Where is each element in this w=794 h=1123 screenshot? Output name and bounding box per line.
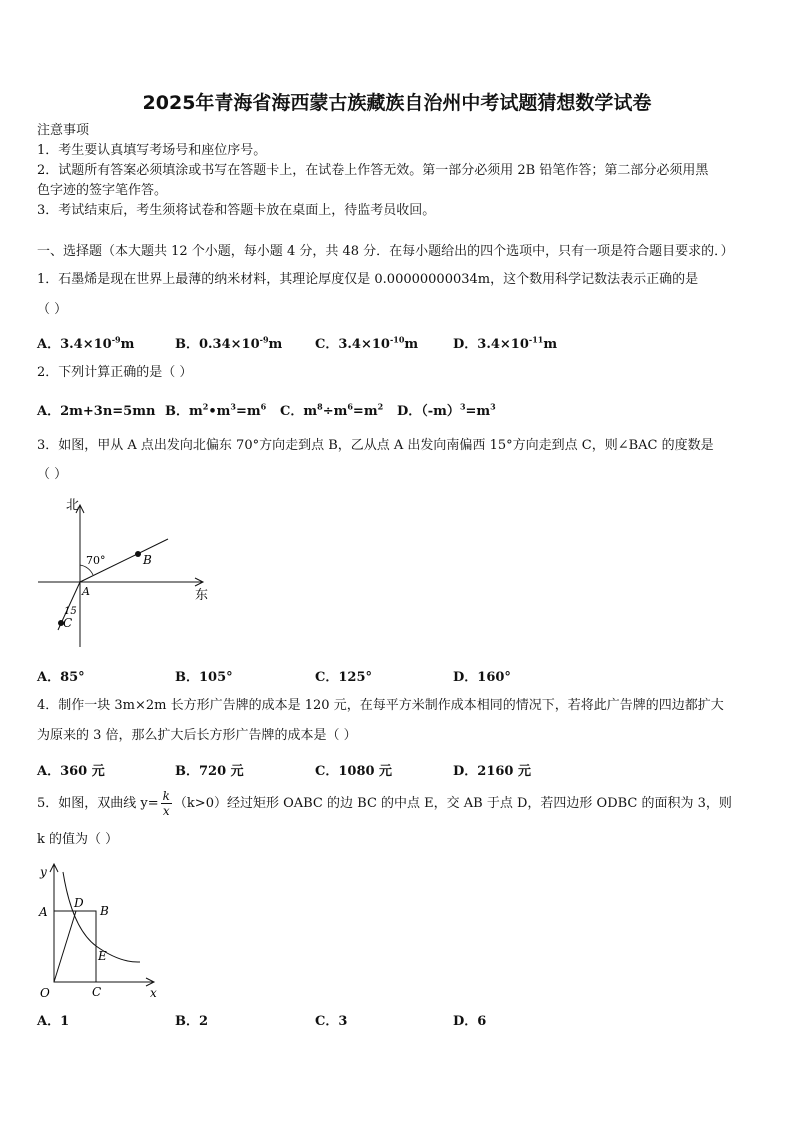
point-b-label: B bbox=[100, 904, 109, 918]
fraction-k-over-x: $\frac{k}{x}$ bbox=[162, 789, 170, 818]
question-3-stem: 3．如图，甲从 A 点出发向北偏东 70°方向走到点 B，乙从点 A 出发向南偏西 15°方向走到点 C，则∠BAC 的度数是 bbox=[37, 438, 714, 453]
q4-option-d[interactable]: D．2160 元 bbox=[453, 764, 531, 779]
notice-heading: 注意事项 bbox=[37, 123, 90, 138]
notice-item: 色字迹的签字笔作答。 bbox=[37, 183, 168, 198]
notice-item: 2．试题所有答案必须填涂或书写在答题卡上，在试卷上作答无效。第一部分必须用 2B 铅笔作答；第二部分必须用黑 bbox=[37, 163, 709, 178]
point-d-label: D bbox=[74, 896, 84, 910]
notice-item: 3．考试结束后，考生须将试卷和答题卡放在桌面上，待监考员收回。 bbox=[37, 203, 436, 218]
q5-option-c[interactable]: C．3 bbox=[315, 1014, 348, 1029]
q1-option-d[interactable]: D．$3.4\times 10^{-11}m$ bbox=[453, 334, 558, 352]
q2-option-d[interactable]: D．$(-m)^3=m^3$ bbox=[397, 401, 496, 419]
question-5-stem: 5．如图，双曲线 y= $\frac{k}{x}$ （k>0）经过矩形 OABC 的边 BC 的中点 E，交 AB 于点 D，若四边形 ODBC 的面积为 3，则 bbox=[37, 789, 732, 818]
point-c-label: C bbox=[63, 616, 73, 630]
q3-option-d[interactable]: D．160° bbox=[453, 670, 511, 685]
point-a-label: A bbox=[39, 905, 48, 919]
q5-option-a[interactable]: A．1 bbox=[37, 1014, 70, 1029]
q1-option-b[interactable]: B．$0.34\times 10^{-9}m$ bbox=[175, 334, 283, 352]
y-axis-label: y bbox=[40, 865, 47, 879]
hyperbola-rectangle-figure bbox=[30, 858, 170, 1003]
q4-option-a[interactable]: A．360 元 bbox=[37, 764, 105, 779]
question-1-stem: 1．石墨烯是现在世界上最薄的纳米材料，其理论厚度仅是 0.00000000034m，这个数用科学记数法表示正确的是 bbox=[37, 272, 699, 287]
east-label: 东 bbox=[195, 588, 209, 603]
q3-option-b[interactable]: B．105° bbox=[175, 670, 233, 685]
point-e-label: E bbox=[98, 949, 107, 963]
q5-option-b[interactable]: B．2 bbox=[175, 1014, 209, 1029]
question-3-blank: （ ） bbox=[37, 467, 68, 482]
question-2-stem: 2．下列计算正确的是（ ） bbox=[37, 365, 193, 380]
q2-option-c[interactable]: C．$m^8\div m^6=m^2$ bbox=[280, 401, 384, 419]
question-1-blank: （ ） bbox=[37, 302, 68, 317]
north-label: 北 bbox=[66, 498, 80, 513]
angle-70-label: 70° bbox=[86, 554, 106, 567]
section-heading: 一、选择题（本大题共 12 个小题，每小题 4 分，共 48 分．在每小题给出的四个选项中，只有一项是符合题目要求的．） bbox=[37, 244, 734, 259]
question-4-stem-cont: 为原来的 3 倍，那么扩大后长方形广告牌的成本是（ ） bbox=[37, 728, 357, 743]
compass-direction-figure bbox=[30, 495, 220, 655]
point-b-label: B bbox=[143, 553, 152, 567]
angle-15-label: 15 bbox=[64, 606, 77, 617]
q1-option-c[interactable]: C．$3.4\times 10^{-10}m$ bbox=[315, 334, 419, 352]
point-b bbox=[135, 551, 141, 557]
point-a-label: A bbox=[82, 585, 90, 598]
q5-option-d[interactable]: D．6 bbox=[453, 1014, 487, 1029]
q4-option-b[interactable]: B．720 元 bbox=[175, 764, 244, 779]
page-title: 2025年青海省海西蒙古族藏族自治州中考试题猜想数学试卷 bbox=[142, 92, 652, 114]
q4-option-c[interactable]: C．1080 元 bbox=[315, 764, 393, 779]
q2-option-b[interactable]: B．$m^2•m^3=m^6$ bbox=[165, 401, 267, 419]
q3-option-a[interactable]: A．85° bbox=[37, 670, 85, 685]
question-4-stem: 4．制作一块 3m×2m 长方形广告牌的成本是 120 元，在每平方米制作成本相同的情况下，若将此广告牌的四边都扩大 bbox=[37, 698, 724, 713]
notice-item: 1．考生要认真填写考场号和座位序号。 bbox=[37, 143, 267, 158]
x-axis-label: x bbox=[150, 986, 157, 1000]
question-5-stem-cont: k 的值为（ ） bbox=[37, 832, 119, 847]
q3-option-c[interactable]: C．125° bbox=[315, 670, 372, 685]
point-c-label: C bbox=[92, 985, 102, 999]
point-o-label: O bbox=[40, 986, 50, 1000]
q1-option-a[interactable]: A．$3.4\times 10^{-9}m$ bbox=[37, 334, 135, 352]
q2-option-a[interactable]: A．2m+3n=5mn bbox=[37, 404, 156, 419]
